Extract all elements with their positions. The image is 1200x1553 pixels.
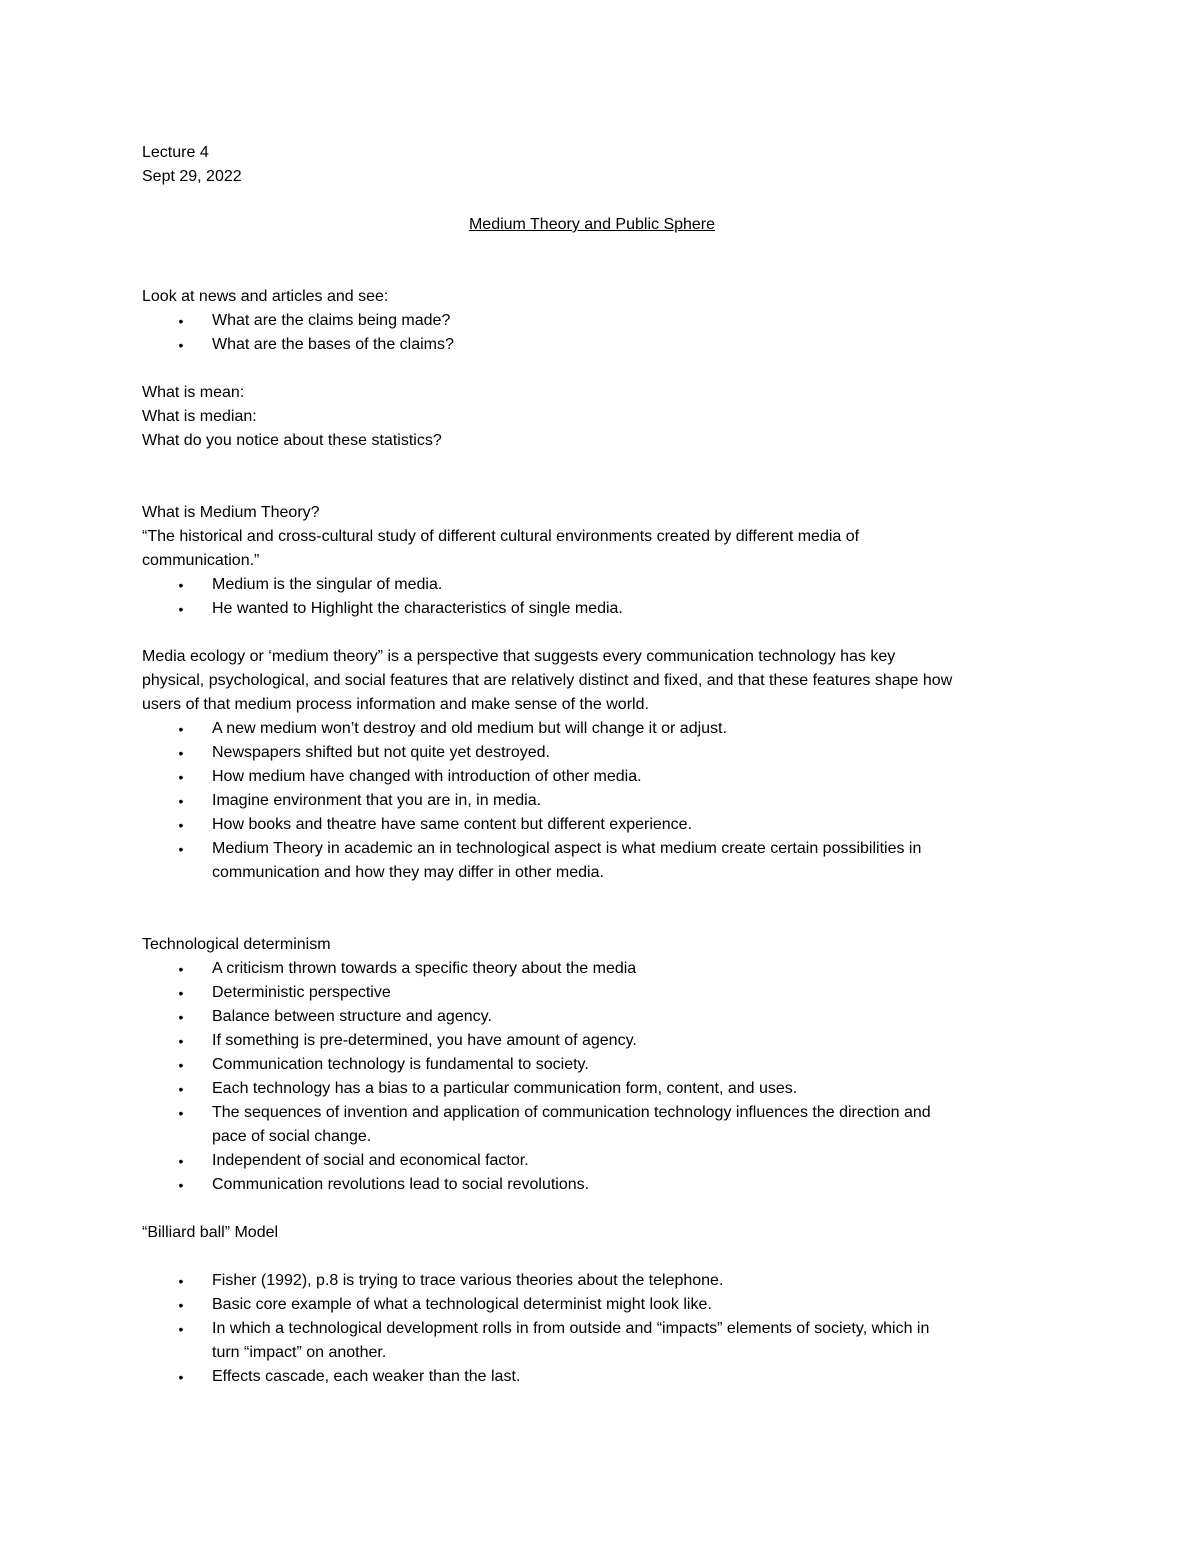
list-item-text-continued: pace of social change. [212, 1128, 372, 1145]
determinism-heading: Technological determinism [142, 936, 331, 953]
list-item-text: He wanted to Highlight the characteristics of single media. [212, 600, 623, 617]
look-intro: Look at news and articles and see: [142, 288, 389, 305]
list-item-text: Communication revolutions lead to social revolutions. [212, 1176, 590, 1193]
bullet-icon: • [178, 745, 184, 761]
list-item [142, 789, 1062, 813]
bullet-icon: • [178, 1273, 184, 1289]
list-item-text: Imagine environment that you are in, in media. [212, 792, 542, 809]
lecture-date: Sept 29, 2022 [142, 168, 242, 185]
ecology-bullet-list [142, 717, 1062, 885]
list-item-text: In which a technological development rolls in from outside and “impacts” elements of society, which in [212, 1320, 930, 1337]
document-body [142, 141, 1062, 1389]
bullet-icon: • [178, 577, 184, 593]
bullet-icon: • [178, 1105, 184, 1121]
list-item [142, 1005, 1062, 1029]
bullet-icon: • [178, 985, 184, 1001]
medium-question: What is Medium Theory? [142, 504, 320, 521]
list-item [142, 717, 1062, 741]
lecture-number: Lecture 4 [142, 144, 209, 161]
list-item [142, 957, 1062, 981]
list-item [142, 837, 1062, 885]
billiard-bullet-list [142, 1269, 1062, 1389]
list-item [142, 1053, 1062, 1077]
bullet-icon: • [178, 601, 184, 617]
list-item-text: A new medium won’t destroy and old medium but will change it or adjust. [212, 720, 727, 737]
medium-quote-line: “The historical and cross-cultural study of different cultural environments created by different media of [142, 528, 860, 545]
list-item [142, 1317, 1062, 1365]
bullet-icon: • [178, 1153, 184, 1169]
list-item [142, 573, 1062, 597]
list-item-text: How books and theatre have same content but different experience. [212, 816, 693, 833]
bullet-icon: • [178, 1369, 184, 1385]
list-item [142, 333, 1062, 357]
list-item-text: A criticism thrown towards a specific theory about the media [212, 960, 637, 977]
medium-bullet-list [142, 573, 1062, 621]
look-bullet-list [142, 309, 1062, 357]
list-item [142, 1293, 1062, 1317]
ecology-para-line: physical, psychological, and social features that are relatively distinct and fixed, and that these features shape how [142, 672, 953, 689]
list-item-text: Newspapers shifted but not quite yet destroyed. [212, 744, 550, 761]
bullet-icon: • [178, 721, 184, 737]
list-item [142, 1173, 1062, 1197]
list-item-text: Balance between structure and agency. [212, 1008, 492, 1025]
bullet-icon: • [178, 961, 184, 977]
bullet-icon: • [178, 793, 184, 809]
list-item-text: The sequences of invention and application of communication technology influences the direction and [212, 1104, 931, 1121]
list-item-text-continued: turn “impact” on another. [212, 1344, 387, 1361]
list-item [142, 1029, 1062, 1053]
list-item-text-continued: communication and how they may differ in other media. [212, 864, 604, 881]
list-item-text: Medium is the singular of media. [212, 576, 443, 593]
bullet-icon: • [178, 1321, 184, 1337]
list-item-text: What are the bases of the claims? [212, 336, 454, 353]
list-item [142, 1365, 1062, 1389]
billiard-heading: “Billiard ball” Model [142, 1224, 279, 1241]
list-item-text: What are the claims being made? [212, 312, 451, 329]
list-item-text: Each technology has a bias to a particular communication form, content, and uses. [212, 1080, 798, 1097]
bullet-icon: • [178, 1033, 184, 1049]
bullet-icon: • [178, 1297, 184, 1313]
bullet-icon: • [178, 1081, 184, 1097]
list-item-text: Effects cascade, each weaker than the last. [212, 1368, 521, 1385]
bullet-icon: • [178, 1057, 184, 1073]
medium-quote-line: communication.” [142, 552, 260, 569]
list-item [142, 1149, 1062, 1173]
ecology-para-line: users of that medium process information and make sense of the world. [142, 696, 649, 713]
bullet-icon: • [178, 1177, 184, 1193]
list-item-text: Deterministic perspective [212, 984, 391, 1001]
ecology-para-line: Media ecology or ‘medium theory” is a perspective that suggests every communication technology has key [142, 648, 896, 665]
list-item [142, 1077, 1062, 1101]
list-item [142, 309, 1062, 333]
list-item [142, 597, 1062, 621]
stats-notice: What do you notice about these statistics? [142, 432, 442, 449]
determinism-bullet-list [142, 957, 1062, 1197]
list-item [142, 813, 1062, 837]
list-item-text: Medium Theory in academic an in technological aspect is what medium create certain possibilities in [212, 840, 922, 857]
bullet-icon: • [178, 313, 184, 329]
bullet-icon: • [178, 817, 184, 833]
stats-mean: What is mean: [142, 384, 245, 401]
list-item-text: Basic core example of what a technological determinist might look like. [212, 1296, 712, 1313]
list-item [142, 765, 1062, 789]
bullet-icon: • [178, 337, 184, 353]
list-item-text: If something is pre-determined, you have amount of agency. [212, 1032, 637, 1049]
list-item-text: Fisher (1992), p.8 is trying to trace various theories about the telephone. [212, 1272, 724, 1289]
bullet-icon: • [178, 841, 184, 857]
list-item-text: Communication technology is fundamental to society. [212, 1056, 589, 1073]
bullet-icon: • [178, 769, 184, 785]
list-item [142, 1269, 1062, 1293]
list-item-text: Independent of social and economical factor. [212, 1152, 529, 1169]
list-item [142, 981, 1062, 1005]
list-item [142, 741, 1062, 765]
list-item [142, 1101, 1062, 1149]
page-title: Medium Theory and Public Sphere [468, 216, 716, 233]
bullet-icon: • [178, 1009, 184, 1025]
stats-median: What is median: [142, 408, 257, 425]
list-item-text: How medium have changed with introduction of other media. [212, 768, 642, 785]
